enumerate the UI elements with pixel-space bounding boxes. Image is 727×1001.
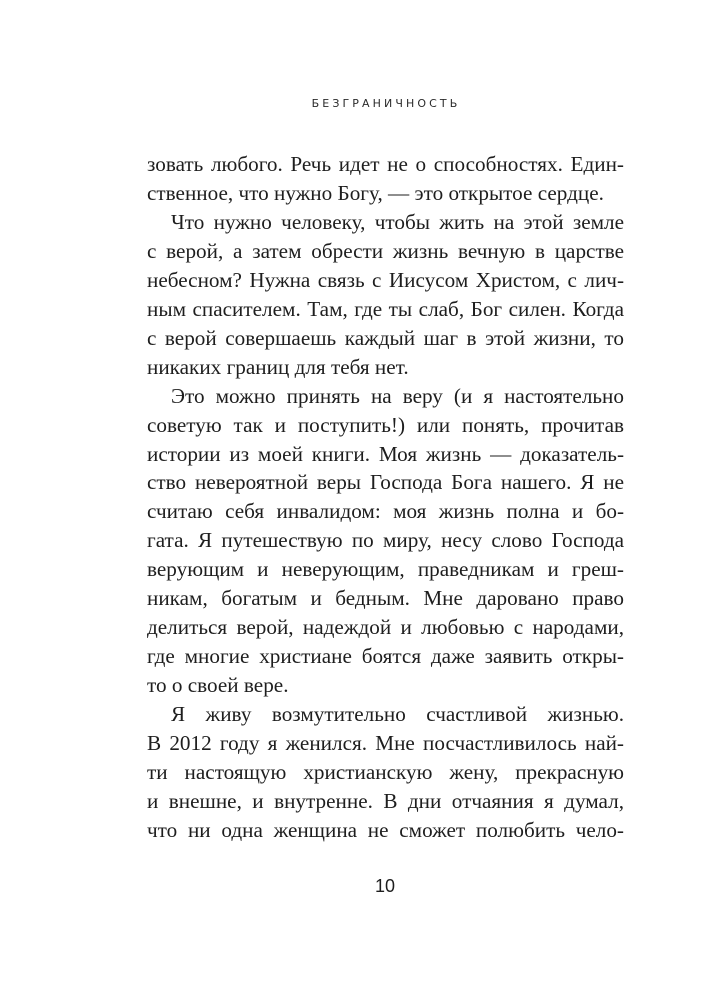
text-line: что ни одна женщина не сможет полюбить чело- bbox=[147, 817, 624, 842]
text-line: В 2012 году я женился. Мне посчастливилось най- bbox=[147, 731, 624, 756]
body-text bbox=[147, 150, 624, 845]
text-line: небесном? Нужна связь с Иисусом Христом, с лич- bbox=[147, 267, 624, 292]
text-line: ным спасителем. Там, где ты слаб, Бог силен. Когда bbox=[147, 296, 624, 321]
text-line: где многие христиане боятся даже заявить откры- bbox=[147, 644, 624, 669]
text-line: советую так и поступить!) или понять, прочитав bbox=[147, 412, 624, 437]
text-line: верующим и неверующим, праведникам и греш- bbox=[147, 557, 624, 582]
text-line: Я живу возмутительно счастливой жизнью. bbox=[171, 702, 624, 727]
text-line: истории из моей книги. Моя жизнь — доказатель- bbox=[147, 441, 624, 466]
text-line: ственное, что нужно Богу, — это открытое сердце. bbox=[147, 180, 604, 205]
page-number: 10 bbox=[374, 876, 396, 896]
text-line: гата. Я путешествую по миру, несу слово Господа bbox=[147, 528, 624, 553]
text-line: с верой, а затем обрести жизнь вечную в царстве bbox=[147, 238, 624, 263]
text-line: то о своей вере. bbox=[147, 673, 289, 698]
text-line: делиться верой, надеждой и любовью с народами, bbox=[147, 615, 624, 640]
text-line: никам, богатым и бедным. Мне даровано право bbox=[147, 586, 624, 611]
text-line: ство невероятной веры Господа Бога нашего. Я не bbox=[147, 470, 624, 495]
text-line: считаю себя инвалидом: моя жизнь полна и бо- bbox=[147, 499, 624, 524]
text-line: с верой совершаешь каждый шаг в этой жизни, то bbox=[147, 325, 624, 350]
text-line: зовать любого. Речь идет не о способностях. Един- bbox=[147, 152, 624, 176]
text-line: и внешне, и внутренне. В дни отчаяния я думал, bbox=[147, 788, 624, 813]
text-line: никаких границ для тебя нет. bbox=[147, 354, 409, 379]
text-line: Это можно принять на веру (и я настоятельно bbox=[171, 383, 624, 408]
running-head: БЕЗГРАНИЧНОСТЬ bbox=[311, 97, 461, 110]
text-line: Что нужно человеку, чтобы жить на этой земле bbox=[171, 209, 624, 234]
text-line: ти настоящую христианскую жену, прекрасную bbox=[147, 760, 624, 785]
